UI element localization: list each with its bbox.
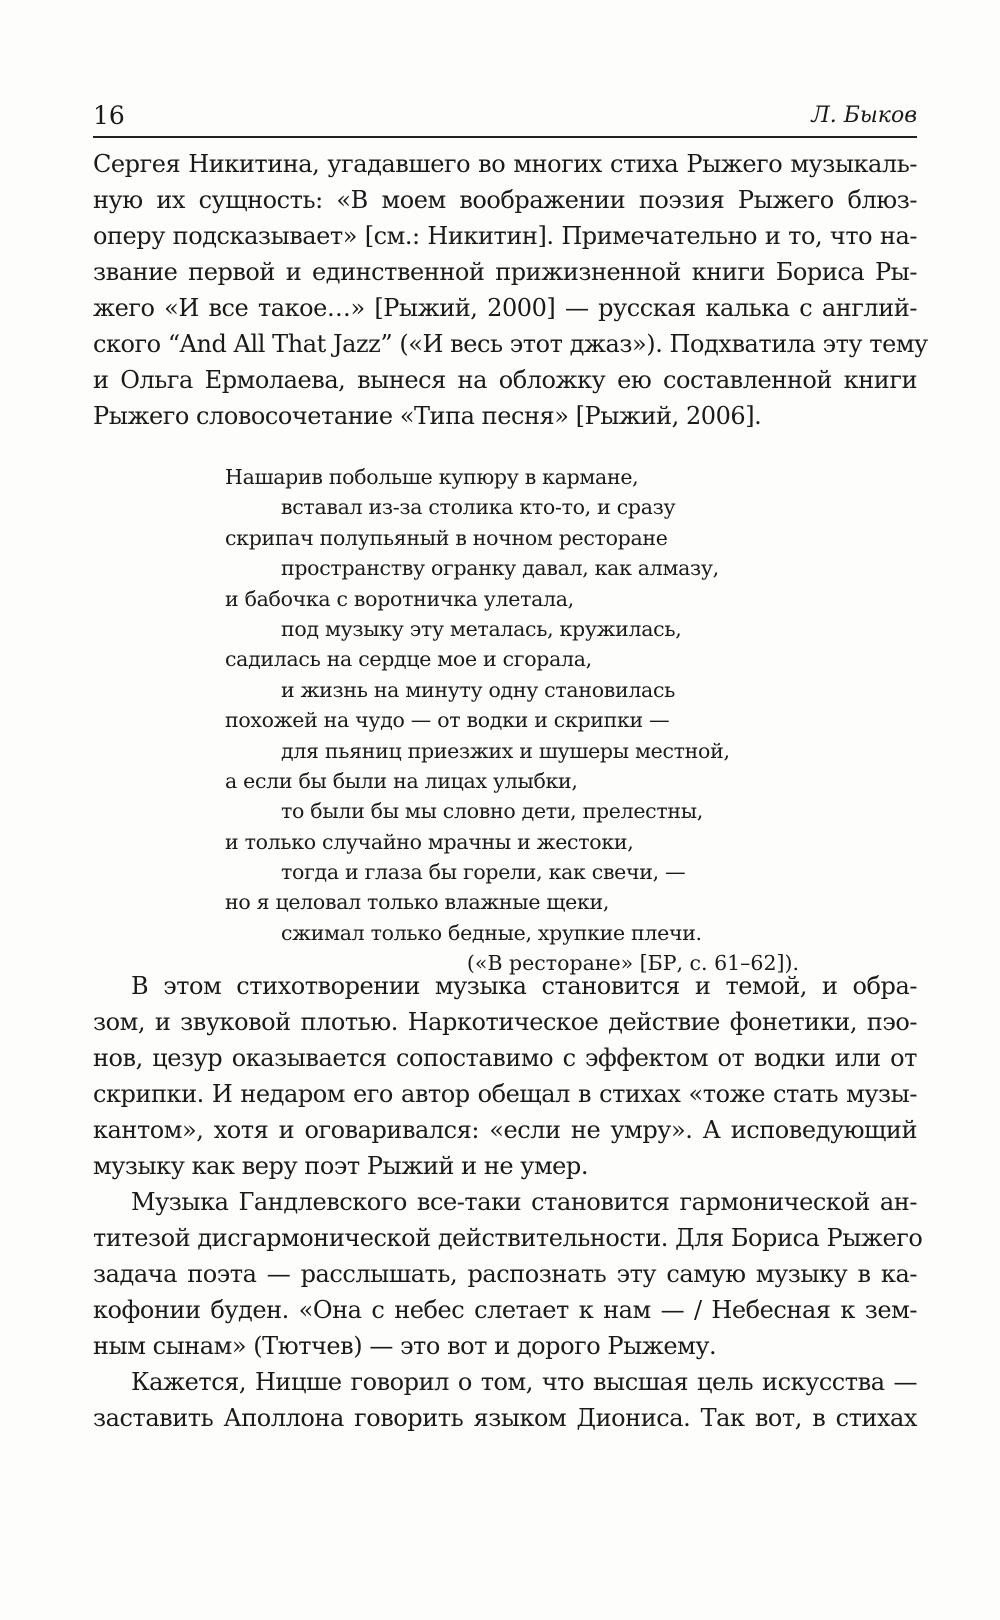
paragraph [93, 1184, 923, 1364]
text-line: музыку как веру поэт Рыжий и не умер. [93, 1152, 589, 1180]
text-line: нов, цезур оказывается сопоставимо с эффектом от водки или от [93, 1044, 917, 1072]
text-line: кантом», хотя и оговаривался: «если не умру». А исповедующий [93, 1116, 917, 1144]
text-line: звание первой и единственной прижизненной книги Бориса Ры- [93, 258, 917, 286]
text-line: зом, и звуковой плотью. Наркотическое действие фонетики, пэо- [93, 1008, 917, 1036]
text-line: Кажется, Ницше говорил о том, что высшая цель искусства — [131, 1368, 917, 1396]
poem-line: то были бы мы словно дети, прелестны, [281, 799, 704, 824]
text-line: оперу подсказывает» [см.: Никитин]. Примечательно и то, что на- [93, 222, 917, 250]
poem-source-citation: («В ресторане» [БР, с. 61–62]). [466, 951, 799, 976]
poem-line: и жизнь на минуту одну становилась [281, 677, 676, 702]
text-line: скрипки. И недаром его автор обещал в стихах «тоже стать музы- [93, 1080, 917, 1108]
poem-line: вставал из-за столика кто-то, и сразу [281, 495, 676, 520]
poem-line: и только случайно мрачны и жестоки, [225, 829, 634, 854]
poem-line: скрипач полупьяный в ночном ресторане [225, 525, 668, 550]
text-line: ную их сущность: «В моем воображении поэзия Рыжего блюз- [93, 186, 917, 214]
poem-line: но я целовал только влажные щеки, [225, 890, 610, 915]
header-rule [93, 136, 917, 138]
text-line: кофонии буден. «Она с небес слетает к нам — / Небесная к зем- [93, 1296, 917, 1324]
poem-line: сжимал только бедные, хрупкие плечи. [281, 920, 702, 945]
text-line: жего «И все такое…» [Рыжий, 2000] — русская калька с англий- [93, 294, 917, 322]
text-line: Рыжего словосочетание «Типа песня» [Рыжий, 2006]. [93, 402, 762, 430]
poem-line: а если бы были на лицах улыбки, [225, 768, 578, 793]
poem-line: садилась на сердце мое и сгорала, [225, 647, 592, 672]
poem-line: под музыку эту металась, кружилась, [281, 616, 682, 641]
paragraph [93, 1364, 917, 1436]
text-line: В этом стихотворении музыка становится и темой, и обра- [131, 972, 917, 1000]
text-line: заставить Аполлона говорить языком Диониса. Так вот, в стихах [93, 1404, 917, 1432]
poem-line: и бабочка с воротничка улетала, [225, 586, 574, 611]
main-text [93, 968, 923, 1436]
paragraph [93, 968, 917, 1184]
text-line: титезой дисгармонической действительности. Для Бориса Рыжего [93, 1224, 923, 1252]
poem-quote [225, 462, 825, 979]
poem-line: похожей на чудо — от водки и скрипки — [225, 708, 670, 733]
paragraph-continued [93, 146, 928, 434]
poem-line: для пьяниц приезжих и шушеры местной, [281, 738, 730, 763]
page-number: 16 [93, 101, 125, 130]
text-line: ского “And All That Jazz” («И весь этот джаз»). Подхватила эту тему [93, 330, 928, 358]
text-line: и Ольга Ермолаева, вынеся на обложку ею составленной книги [93, 366, 917, 394]
poem-line: пространству огранку давал, как алмазу, [281, 556, 719, 581]
text-line: задача поэта — расслышать, распознать эту самую музыку в ка- [93, 1260, 917, 1288]
text-line: ным сынам» (Тютчев) — это вот и дорого Рыжему. [93, 1332, 717, 1360]
poem-line: тогда и глаза бы горели, как свечи, — [281, 860, 686, 885]
text-line: Сергея Никитина, угадавшего во многих стиха Рыжего музыкаль- [93, 150, 917, 178]
page-header [93, 96, 917, 136]
text-line: Музыка Гандлевского все-таки становится гармонической ан- [131, 1188, 917, 1216]
poem-line: Нашарив побольше купюру в кармане, [225, 465, 639, 489]
running-head-author: Л. Быков [811, 103, 917, 128]
